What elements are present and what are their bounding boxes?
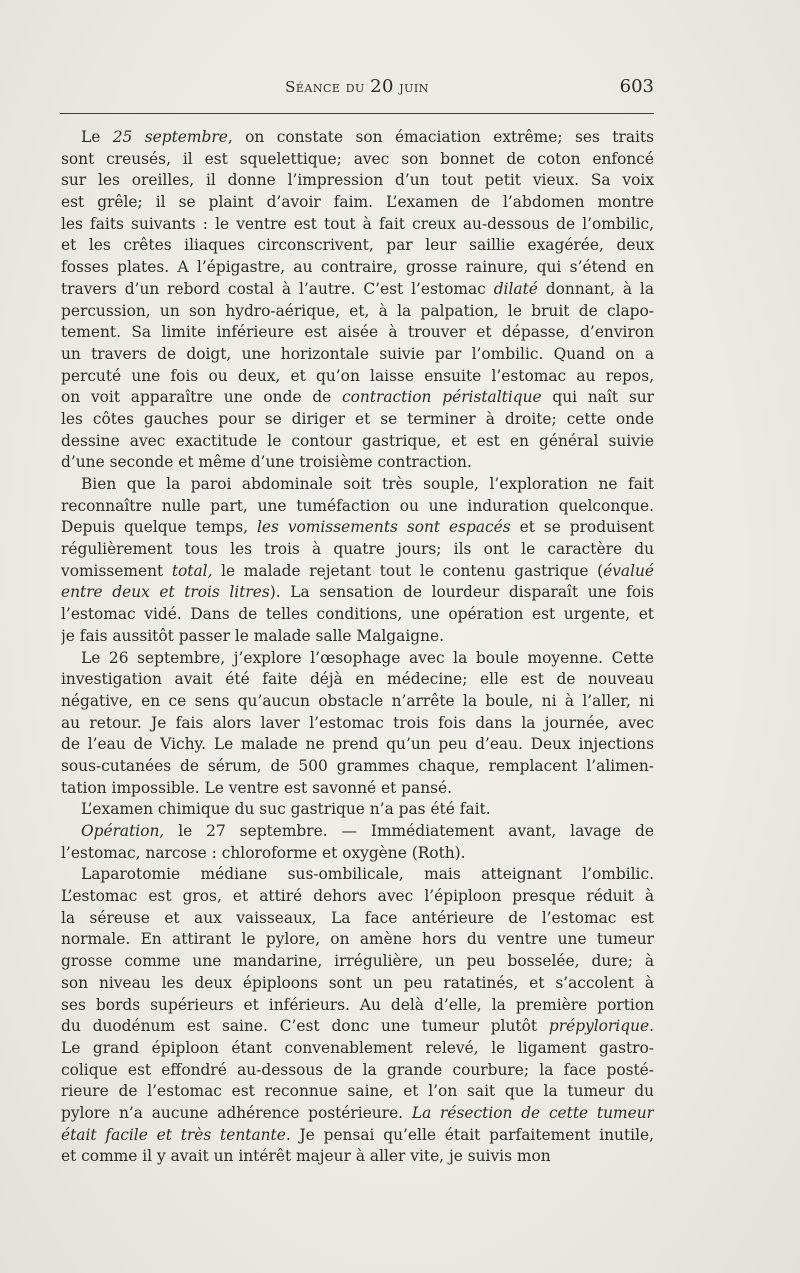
running-head-day: 20	[370, 76, 394, 97]
text-segment: on voit apparaître une onde de	[61, 388, 343, 407]
text-segment: colique est effondré au-dessous de la grande courbure; la face posté-	[61, 1060, 654, 1079]
text-segment: Depuis quelque temps,	[61, 518, 257, 537]
text-segment: était facile et très tentante.	[61, 1125, 291, 1144]
text-line	[61, 648, 654, 670]
text-segment: l’estomac, narcose : chloroforme et oxygène (Roth).	[61, 843, 466, 862]
text-line	[61, 864, 654, 886]
text-segment: du duodénum est saine. C’est donc une tumeur plutôt	[61, 1017, 549, 1036]
text-segment: , on constate son émaciation extrême; ses traits	[227, 128, 654, 146]
paragraph	[61, 648, 654, 800]
text-segment: régulièrement tous les trois à quatre jours; ils ont le caractère du	[61, 540, 654, 559]
text-line	[61, 582, 654, 604]
text-segment: les faits suivants : le ventre est tout à fait creux au-dessous de l’ombilic,	[61, 214, 654, 233]
text-segment: au retour. Je fais alors laver l’estomac trois fois dans la journée, avec	[61, 713, 654, 732]
text-segment: La résection de cette tumeur	[411, 1103, 654, 1122]
text-line	[61, 235, 654, 257]
text-line	[61, 257, 654, 279]
text-segment: le malade rejetant tout le contenu gastrique (	[212, 561, 604, 580]
text-line	[61, 279, 654, 301]
running-head-prefix: Séance du	[285, 78, 371, 96]
text-line	[61, 778, 654, 800]
text-line	[61, 366, 654, 388]
text-segment: Le 26 septembre, j’explore l’œsophage avec la boule moyenne. Cette	[81, 648, 654, 667]
text-line	[61, 1081, 654, 1103]
text-segment: entre deux et trois litres	[61, 583, 270, 602]
text-line	[61, 149, 654, 171]
text-segment: sous-cutanées de sérum, de 500 grammes chaque, remplacent l’alimen-	[61, 756, 654, 775]
text-segment: donnant, à la	[537, 279, 654, 298]
text-segment: Bien que la paroi abdominale soit très souple, l’exploration ne fait	[81, 475, 654, 493]
text-segment: investigation avait été faite déjà en médecine; elle est de nouveau	[61, 670, 654, 689]
text-line	[61, 1125, 654, 1147]
running-head-month: juin	[393, 78, 429, 96]
text-segment: les vomissements sont espacés	[256, 518, 511, 537]
text-segment: son niveau les deux épiploons sont un peu ratatinés, et s’accolent à	[61, 973, 654, 992]
text-line	[61, 951, 654, 973]
text-segment: reconnaître nulle part, une tuméfaction ou une induration quelconque.	[61, 496, 654, 515]
text-segment: l’estomac vidé. Dans de telles conditions, une opération est urgente, et	[61, 605, 654, 624]
text-segment: percuté une fois ou deux, et qu’on laisse ensuite l’estomac au repos,	[61, 366, 654, 385]
text-line	[61, 1146, 654, 1168]
text-segment: un travers de doigt, une horizontale suivie par l’ombilic. Quand on a	[61, 344, 654, 363]
text-line	[61, 799, 654, 821]
text-line	[61, 1038, 654, 1060]
paragraph	[61, 474, 654, 648]
header-rule	[60, 113, 654, 114]
text-line	[61, 496, 654, 518]
text-segment: et se produisent	[510, 518, 654, 537]
text-segment: total,	[171, 561, 213, 580]
text-segment: Le grand épiploon étant convenablement relevé, le ligament gastro-	[61, 1038, 654, 1057]
text-segment: rieure de l’estomac est reconnue saine, et l’on sait que la tumeur du	[61, 1082, 654, 1101]
text-line	[61, 431, 654, 453]
paragraph	[61, 799, 654, 821]
text-segment: de l’eau de Vichy. Le malade ne prend qu’un peu d’eau. Deux injections	[61, 735, 654, 754]
text-segment: contraction péristaltique	[342, 388, 542, 407]
paragraph	[61, 127, 654, 474]
text-line	[61, 539, 654, 561]
text-segment: ses bords supérieurs et inférieurs. Au delà d’elle, la première portion	[61, 995, 654, 1014]
text-line	[61, 409, 654, 431]
text-segment: grosse comme une mandarine, irrégulière, un peu bosselée, dure; à	[61, 952, 654, 971]
text-segment: Le	[81, 128, 113, 146]
page-header	[60, 76, 654, 102]
text-line	[61, 127, 654, 149]
text-line	[61, 474, 654, 496]
text-line	[61, 929, 654, 951]
text-line	[61, 713, 654, 735]
paragraph	[61, 821, 654, 864]
text-line	[61, 452, 654, 474]
text-line	[61, 192, 654, 214]
text-segment: d’une seconde et même d’une troisième contraction.	[61, 453, 472, 472]
text-segment: et comme il y avait un intérêt majeur à aller vite, je suivis mon	[61, 1147, 551, 1166]
text-segment: sur les oreilles, il donne l’impression d’un tout petit vieux. Sa voix	[61, 171, 654, 190]
text-segment: L’estomac est gros, et attiré dehors avec l’épiploon presque réduit à	[61, 887, 654, 906]
text-segment: et les crêtes iliaques circonscrivent, par leur saillie exagérée, deux	[61, 236, 654, 255]
text-segment: négative, en ce sens qu’aucun obstacle n’arrête la boule, ni à l’aller, ni	[61, 691, 654, 710]
text-segment: qui naît sur	[541, 388, 654, 407]
text-segment: 25 septembre	[112, 128, 228, 146]
text-line	[61, 322, 654, 344]
text-line	[61, 626, 654, 648]
text-segment: évalué	[603, 561, 654, 580]
text-line	[61, 669, 654, 691]
text-segment: sont creusés, il est squelettique; avec son bonnet de coton enfoncé	[61, 149, 654, 168]
text-segment: tement. Sa limite inférieure est aisée à trouver et dépasse, d’environ	[61, 323, 654, 342]
text-segment: percussion, un son hydro-aérique, et, à la palpation, le bruit de clapo-	[61, 301, 654, 320]
running-head	[60, 76, 654, 97]
text-segment: travers d’un rebord costal à l’autre. C’est l’estomac	[61, 279, 494, 298]
text-line	[61, 1060, 654, 1082]
text-line	[61, 843, 654, 865]
text-line	[61, 170, 654, 192]
text-segment: Je pensai qu’elle était parfaitement inutile,	[290, 1125, 654, 1144]
text-line	[61, 691, 654, 713]
text-line	[61, 973, 654, 995]
text-line	[61, 756, 654, 778]
text-segment: est grêle; il se plaint d’avoir faim. L’examen de l’abdomen montre	[61, 193, 654, 212]
text-segment: L’examen chimique du suc gastrique n’a pas été fait.	[81, 800, 491, 819]
text-segment: le 27 septembre. — Immédiatement avant, lavage de	[164, 822, 654, 840]
text-segment: la séreuse et aux vaisseaux, La face antérieure de l’estomac est	[61, 908, 654, 927]
text-line	[61, 214, 654, 236]
text-line	[61, 344, 654, 366]
text-line	[61, 821, 654, 843]
text-line	[61, 517, 654, 539]
text-line	[61, 886, 654, 908]
text-segment: Opération,	[81, 822, 165, 840]
text-line	[61, 387, 654, 409]
text-line	[61, 301, 654, 323]
text-segment: tation impossible. Le ventre est savonné et pansé.	[61, 778, 453, 797]
text-segment: prépylorique.	[548, 1017, 654, 1036]
text-segment: pylore n’a aucune adhérence postérieure.	[61, 1103, 412, 1122]
text-line	[61, 604, 654, 626]
text-segment: Laparotomie médiane sus-ombilicale, mais atteignant l’ombilic.	[81, 865, 654, 884]
text-line	[61, 908, 654, 930]
text-segment: les côtes gauches pour se diriger et se terminer à droite; cette onde	[61, 409, 654, 428]
text-line	[61, 995, 654, 1017]
text-line	[61, 734, 654, 756]
paragraph	[61, 864, 654, 1168]
body-text	[61, 127, 654, 1168]
text-line	[61, 1016, 654, 1038]
text-line	[61, 1103, 654, 1125]
text-segment: je fais aussitôt passer le malade salle Malgaigne.	[61, 626, 445, 645]
text-segment: vomissement	[61, 561, 172, 580]
text-segment: normale. En attirant le pylore, on amène hors du ventre une tumeur	[61, 930, 654, 949]
page-number: 603	[619, 76, 654, 97]
text-segment: ). La sensation de lourdeur disparaît une fois	[269, 583, 654, 602]
text-segment: dessine avec exactitude le contour gastrique, et est en général suivie	[61, 431, 654, 450]
text-line	[61, 561, 654, 583]
text-segment: dilaté	[493, 279, 538, 298]
text-segment: fosses plates. A l’épigastre, au contraire, grosse rainure, qui s’étend en	[61, 258, 654, 277]
